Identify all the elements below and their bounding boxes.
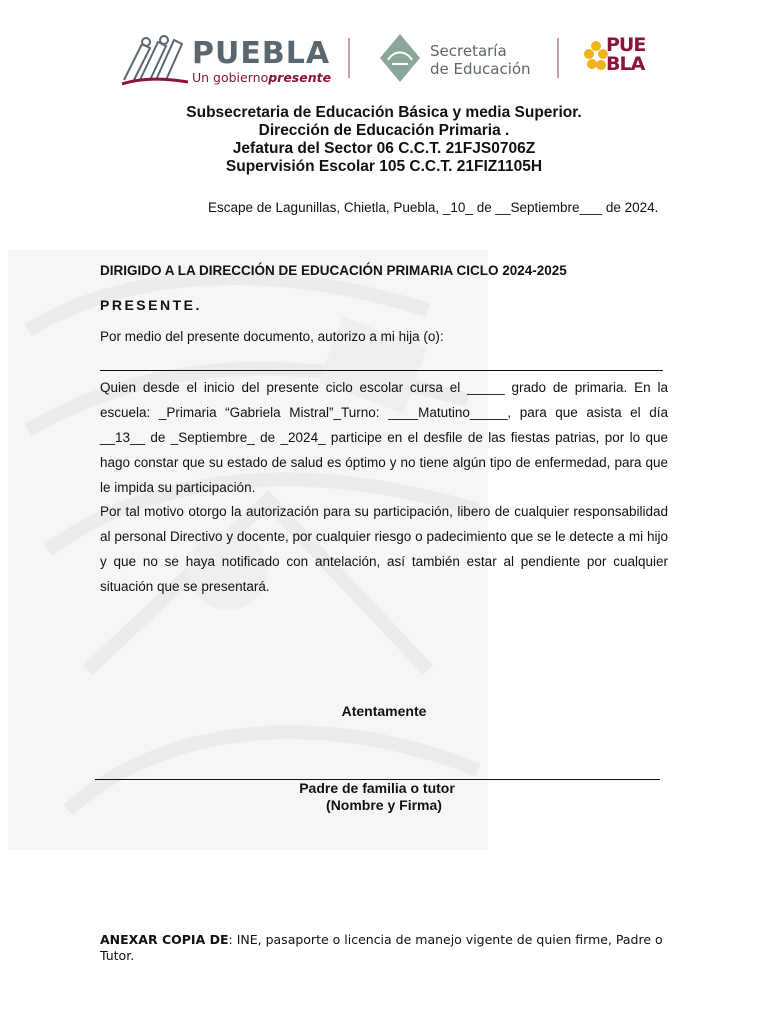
annex-note: ANEXAR COPIA DE: INE, pasaporte o licencia de manejo vigente de quien firme, Padre o Tutor.: [100, 932, 663, 963]
title-line-1: Subsecretaria de Educación Básica y media Superior.: [186, 104, 582, 121]
logo-divider: [348, 38, 350, 78]
event-year: _2024_: [280, 430, 326, 445]
pue-bla-logo: [584, 36, 654, 84]
shift-value: ____Matutino_____: [388, 405, 508, 420]
authorization-paragraph: Quien desde el inicio del presente ciclo escolar cursa el _____ grado de primaria. En la escuela: _Primaria “Gabriela Mistral”_Turno: ____Matutino_____, para que asista el día __13__ de _Septiembre_ de _2024_ participe en el desfile de las fiestas patrias, por lo que hago constar que su estado de salud es óptimo y no tiene algún tipo de enfermedad, para que le impida su participación.: [100, 380, 668, 495]
date-day: _10_: [442, 200, 473, 215]
school-name: _Primaria “Gabriela Mistral”_: [158, 405, 341, 420]
sep-education-logo: [378, 32, 548, 88]
title-line-2: Dirección de Educación Primaria .: [258, 122, 510, 139]
signature-label: Padre de familia o tutor: [299, 780, 455, 796]
intro-text: Por medio del presente documento, autorizo a mi hija (o):: [100, 329, 444, 344]
date-line: Escape de Lagunillas, Chietla, Puebla, _10_ de __Septiembre___ de 2024.: [208, 200, 659, 215]
puebla-logo-title: PUEBLA: [192, 36, 331, 71]
puebla-figures-icon: [120, 34, 190, 86]
pue-bla-text: PUE BLA: [606, 34, 646, 75]
date-month: __Septiembre___: [495, 200, 603, 215]
title-line-3: Jefatura del Sector 06 C.C.T. 21FJS0706Z: [232, 140, 536, 157]
puebla-logo-subtitle: Un gobiernopresente: [192, 70, 332, 85]
event-day: __13__: [100, 430, 146, 445]
header-logos: [0, 30, 768, 90]
sep-logo-text: Secretaría de Educación: [430, 42, 531, 78]
addressee: DIRIGIDO A LA DIRECCIÓN DE EDUCACIÓN PRIMARIA CICLO 2024-2025: [100, 263, 567, 278]
child-name-line: [100, 370, 663, 371]
presente-heading: PRESENTE.: [100, 297, 202, 313]
event-month: _Septiembre_: [170, 430, 255, 445]
logo-divider: [557, 38, 559, 78]
signature-sublabel: (Nombre y Firma): [326, 797, 442, 813]
closing-text: Atentamente: [341, 703, 427, 719]
sep-diamond-icon: [378, 32, 422, 84]
flower-icon: [584, 36, 608, 80]
liability-paragraph: Por tal motivo otorgo la autorización para su participación, libero de cualquier responsabilidad al personal Directivo y docente, por cualquier riesgo o padecimiento que se le detecte a mi hijo y que no se haya notificado con antelación, así también estar al pendiente por cualquier situación que se presentará.: [100, 504, 668, 594]
grade-blank: _____: [467, 380, 505, 395]
puebla-government-logo: [120, 34, 332, 86]
title-line-4: Supervisión Escolar 105 C.C.T. 21FIZ1105H: [225, 158, 543, 175]
document-titles: [0, 104, 768, 176]
